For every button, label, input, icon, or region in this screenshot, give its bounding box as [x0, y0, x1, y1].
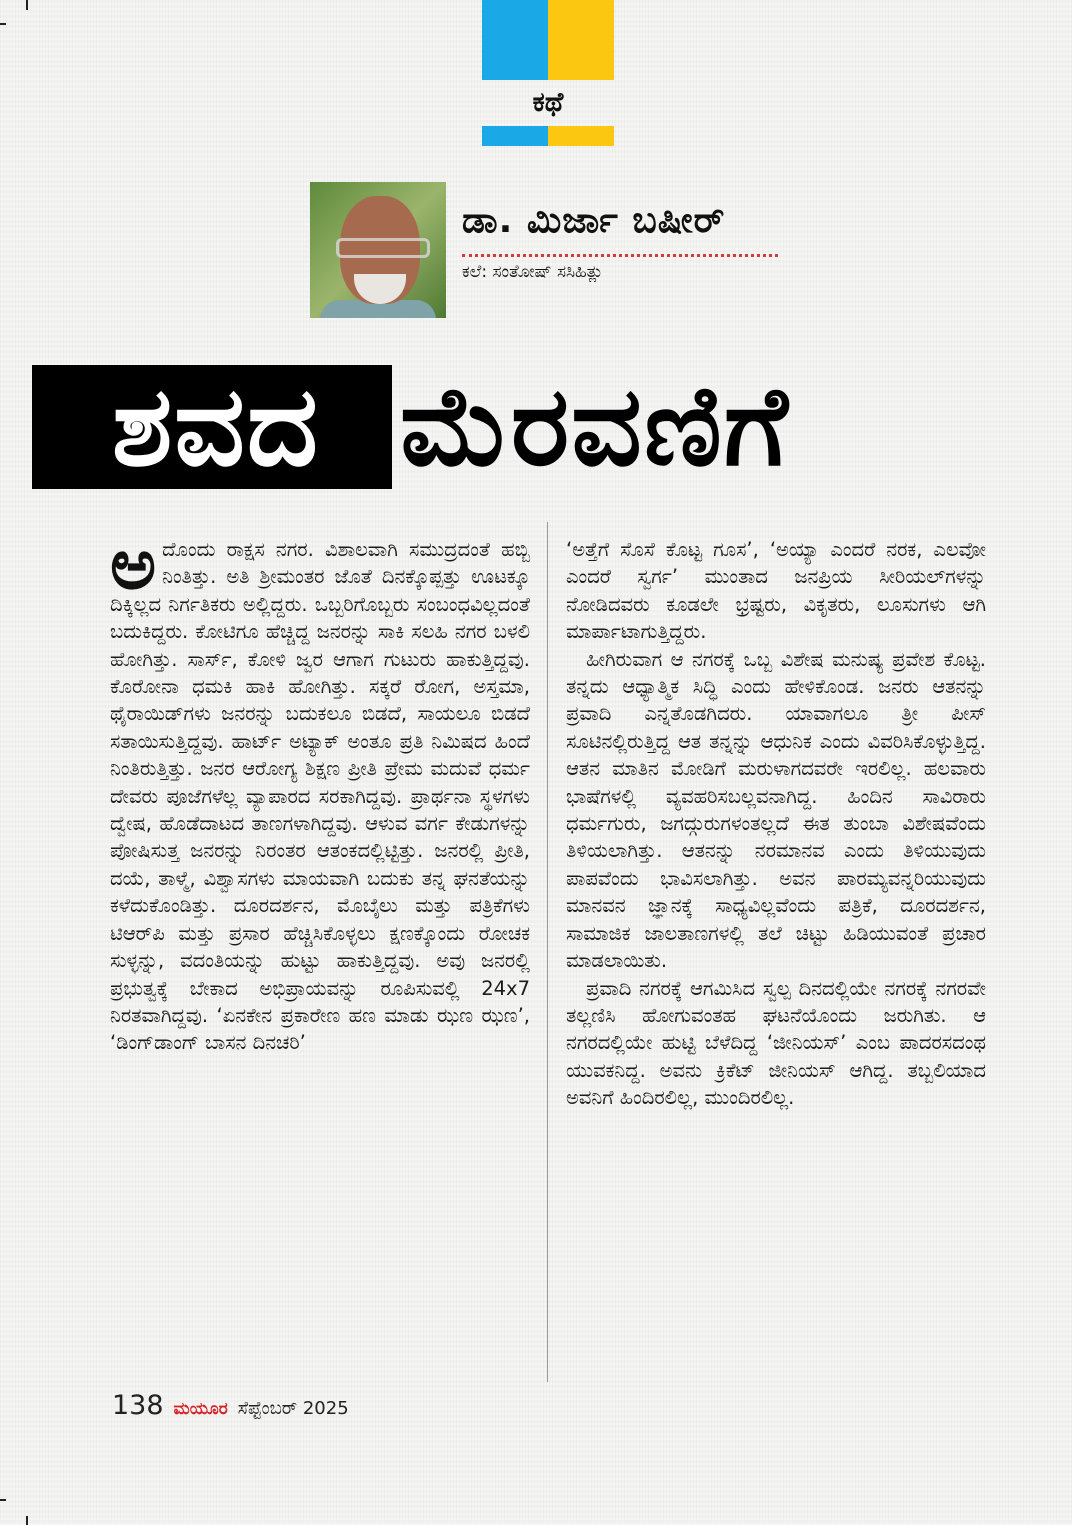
- body-column-left: [110, 523, 530, 1057]
- yellow-block: [548, 0, 614, 80]
- yellow-block: [548, 126, 614, 146]
- headline-part-1: ಶವದ: [112, 362, 320, 490]
- body-paragraph: ಅದೊಂದು ರಾಕ್ಷಸ ನಗರ. ವಿಶಾಲವಾಗಿ ಸಮುದ್ರದಂತೆ ಹಬ್ಬಿ ನಿಂತಿತ್ತು. ಅತಿ ಶ್ರೀಮಂತರ ಜೊತೆ ದಿನಕ್ಕೊಪ್ಪತ್ತು ಊಟಕ್ಕೂ ದಿಕ್ಕಿಲ್ಲದ ನಿರ್ಗತಿಕರು ಅಲ್ಲಿದ್ದರು. ಒಬ್ಬರಿಗೊಬ್ಬರು ಸಂಬಂಧವಿಲ್ಲದಂತೆ ಬದುಕಿದ್ದರು. ಕೋಟಿಗೂ ಹೆಚ್ಚಿದ್ದ ಜನರನ್ನು ಸಾಕಿ ಸಲಹಿ ನಗರ ಬಳಲಿ ಹೋಗಿತ್ತು. ಸಾರ್ಸ್, ಕೋಳಿ ಜ್ವರ ಆಗಾಗ ಗುಟುರು ಹಾಕುತ್ತಿದ್ದವು. ಕೊರೋನಾ ಧಮಕಿ ಹಾಕಿ ಹೋಗಿತ್ತು. ಸಕ್ಕರೆ ರೋಗ, ಅಸ್ತಮಾ, ಥೈರಾಯಿಡ್‌ಗಳು ಜನರನ್ನು ಬದುಕಲೂ ಬಿಡದೆ, ಸಾಯಲೂ ಬಿಡದೆ ಸತಾಯಿಸುತ್ತಿದ್ದವು. ಹಾರ್ಟ್ ಅಟ್ಯಾಕ್ ಅಂತೂ ಪ್ರತಿ ನಿಮಿಷದ ಹಿಂದೆ ನಿಂತಿರುತ್ತಿತ್ತು. ಜನರ ಆರೋಗ್ಯ ಶಿಕ್ಷಣ ಪ್ರೀತಿ ಪ್ರೇಮ ಮದುವೆ ಧರ್ಮ ದೇವರು ಪೂಜೆಗಳೆಲ್ಲ ವ್ಯಾಪಾರದ ಸರಕಾಗಿದ್ದವು. ಪ್ರಾರ್ಥನಾ ಸ್ಥಳಗಳು ದ್ವೇಷ, ಹೊಡೆದಾಟದ ತಾಣಗಳಾಗಿದ್ದವು. ಆಳುವ ವರ್ಗ ಕೇಡುಗಳನ್ನು ಪೋಷಿಸುತ್ತ ಜನರನ್ನು ನಿರಂತರ ಆತಂಕದಲ್ಲಿಟ್ಟಿತ್ತು. ಜನರಲ್ಲಿ ಪ್ರೀತಿ, ದಯೆ, ತಾಳ್ಮೆ, ವಿಶ್ವಾಸಗಳು ಮಾಯವಾಗಿ ಬದುಕು ತನ್ನ ಘನತೆಯನ್ನು ಕಳೆದುಕೊಂಡಿತ್ತು. ದೂರದರ್ಶನ, ಮೊಬೈಲು ಮತ್ತು ಪತ್ರಿಕೆಗಳು ಟಿಆರ್‌ಪಿ ಮತ್ತು ಪ್ರಸಾರ ಹೆಚ್ಚಿಸಿಕೊಳ್ಳಲು ಕ್ಷಣಕ್ಕೊಂದು ರೋಚಕ ಸುಳ್ಳನ್ನು, ವದಂತಿಯನ್ನು ಹುಟ್ಟು ಹಾಕುತ್ತಿದ್ದವು. ಅವು ಜನರಲ್ಲಿ ಪ್ರಭುತ್ವಕ್ಕೆ ಬೇಕಾದ ಅಭಿಪ್ರಾಯವನ್ನು ರೂಪಿಸುವಲ್ಲಿ 24x7 ನಿರತವಾಗಿದ್ದವು. ‘ಏನಕೇನ ಪ್ರಕಾರೇಣ ಹಣ ಮಾಡು ಝಣ ಝಣ’, ‘ಡಿಂಗ್‌ಡಾಂಗ್ ಬಾಸನ ದಿನಚರಿ’: [110, 523, 530, 1055]
- body-paragraph: ಹೀಗಿರುವಾಗ ಆ ನಗರಕ್ಕೆ ಒಬ್ಬ ವಿಶೇಷ ಮನುಷ್ಯ ಪ್ರವೇಶ ಕೊಟ್ಟ. ತನ್ನದು ಆಧ್ಯಾತ್ಮಿಕ ಸಿದ್ಧಿ ಎಂದು ಹೇಳಿಕೊಂಡ. ಜನರು ಆತನನ್ನು ಪ್ರವಾದಿ ಎನ್ನತೊಡಗಿದರು. ಯಾವಾಗಲೂ ತ್ರೀ ಪೀಸ್ ಸೂಟಿನಲ್ಲಿರುತ್ತಿದ್ದ ಆತ ತನ್ನನ್ನು ಆಧುನಿಕ ಎಂದು ವಿವರಿಸಿಕೊಳ್ಳುತ್ತಿದ್ದ. ಆತನ ಮಾತಿನ ಮೋಡಿಗೆ ಮರುಳಾಗದವರೇ ಇರಲಿಲ್ಲ. ಹಲವಾರು ಭಾಷೆಗಳಲ್ಲಿ ವ್ಯವಹರಿಸಬಲ್ಲವನಾಗಿದ್ದ. ಹಿಂದಿನ ಸಾವಿರಾರು ಧರ್ಮಗುರು, ಜಗದ್ಗುರುಗಳಂತಲ್ಲದೆ ಈತ ತುಂಬಾ ವಿಶೇಷವೆಂದು ತಿಳಿಯಲಾಗಿತ್ತು. ಆತನನ್ನು ನರಮಾನವ ಎಂದು ತಿಳಿಯುವುದು ಪಾಪವೆಂದು ಭಾವಿಸಲಾಗಿತ್ತು. ಅವನ ಪಾರಮ್ಯವನ್ನರಿಯುವುದು ಮಾನವನ ಜ್ಞಾನಕ್ಕೆ ಸಾಧ್ಯವಿಲ್ಲವೆಂದು ಪತ್ರಿಕೆ, ದೂರದರ್ಶನ, ಸಾಮಾಜಿಕ ಜಾಲತಾಣಗಳಲ್ಲಿ ತಲೆ ಚಿಟ್ಟು ಹಿಡಿಯುವಂತೆ ಪ್ರಚಾರ ಮಾಡಲಾಯಿತು.: [566, 647, 986, 973]
- body-paragraph: ಪ್ರವಾದಿ ನಗರಕ್ಕೆ ಆಗಮಿಸಿದ ಸ್ವಲ್ಪ ದಿನದಲ್ಲಿಯೇ ನಗರಕ್ಕೆ ನಗರವೇ ತಲ್ಲಣಿಸಿ ಹೋಗುವಂತಹ ಘಟನೆಯೊಂದು ಜರುಗಿತು. ಆ ನಗರದಲ್ಲಿಯೇ ಹುಟ್ಟಿ ಬೆಳೆದಿದ್ದ ‘ಜೀನಿಯಸ್’ ಎಂಬ ಪಾದರಸದಂಥ ಯುವಕನಿದ್ದ. ಅವನು ಕ್ರಿಕೆಟ್ ಜೀನಿಯಸ್ ಆಗಿದ್ದ. ತಬ್ಬಲಿಯಾದ ಅವನಿಗೆ ಹಿಂದಿರಲಿಲ್ಲ, ಮುಂದಿರಲಿಲ್ಲ.: [566, 976, 986, 1110]
- crop-mark: [0, 23, 6, 25]
- page-number: 138: [112, 1390, 164, 1421]
- drop-cap: ಅ: [110, 523, 157, 605]
- body-paragraph: ‘ಅತ್ತೆಗೆ ಸೊಸೆ ಕೊಟ್ಟ ಗೂಸ’, ‘ಅಯ್ಯಾ ಎಂದರೆ ನರಕ, ಎಲವೋ ಎಂದರೆ ಸ್ವರ್ಗ’ ಮುಂತಾದ ಜನಪ್ರಿಯ ಸೀರಿಯಲ್‌ಗಳನ್ನು ನೋಡಿದವರು ಕೂಡಲೇ ಭ್ರಷ್ಟರು, ವಿಕೃತರು, ಲೂಸುಗಳು ಆಗಿ ಮಾರ್ಪಾಟಾಗುತ್ತಿದ್ದರು.: [566, 538, 986, 644]
- body-column-right: [566, 536, 986, 1112]
- blue-block: [482, 126, 548, 146]
- section-label: ಕಥೆ: [532, 87, 564, 118]
- art-credit: ಕಲೆ: ಸಂತೋಷ್ ಸಸಿಹಿತ್ಲು: [462, 262, 604, 282]
- crop-mark: [0, 1499, 6, 1501]
- crop-mark: [26, 1516, 28, 1525]
- crop-mark: [26, 0, 28, 10]
- headline-part-2: ಮೆರವಣಿಗೆ: [400, 362, 790, 490]
- dotted-divider: [462, 254, 778, 257]
- section-color-bar-top: [482, 0, 614, 80]
- author-photo: [310, 182, 446, 318]
- issue-date: ಸೆಪ್ಟೆಂಬರ್ 2025: [237, 1398, 349, 1419]
- section-tag: [482, 0, 614, 148]
- author-name: ಡಾ. ಮಿರ್ಜಾ ಬಷೀರ್: [462, 200, 726, 241]
- column-divider: [547, 522, 548, 1382]
- page-footer: [112, 1390, 349, 1421]
- blue-block: [482, 0, 548, 80]
- section-color-bar-bottom: [482, 126, 614, 146]
- magazine-name: ಮಯೂರ: [173, 1399, 228, 1419]
